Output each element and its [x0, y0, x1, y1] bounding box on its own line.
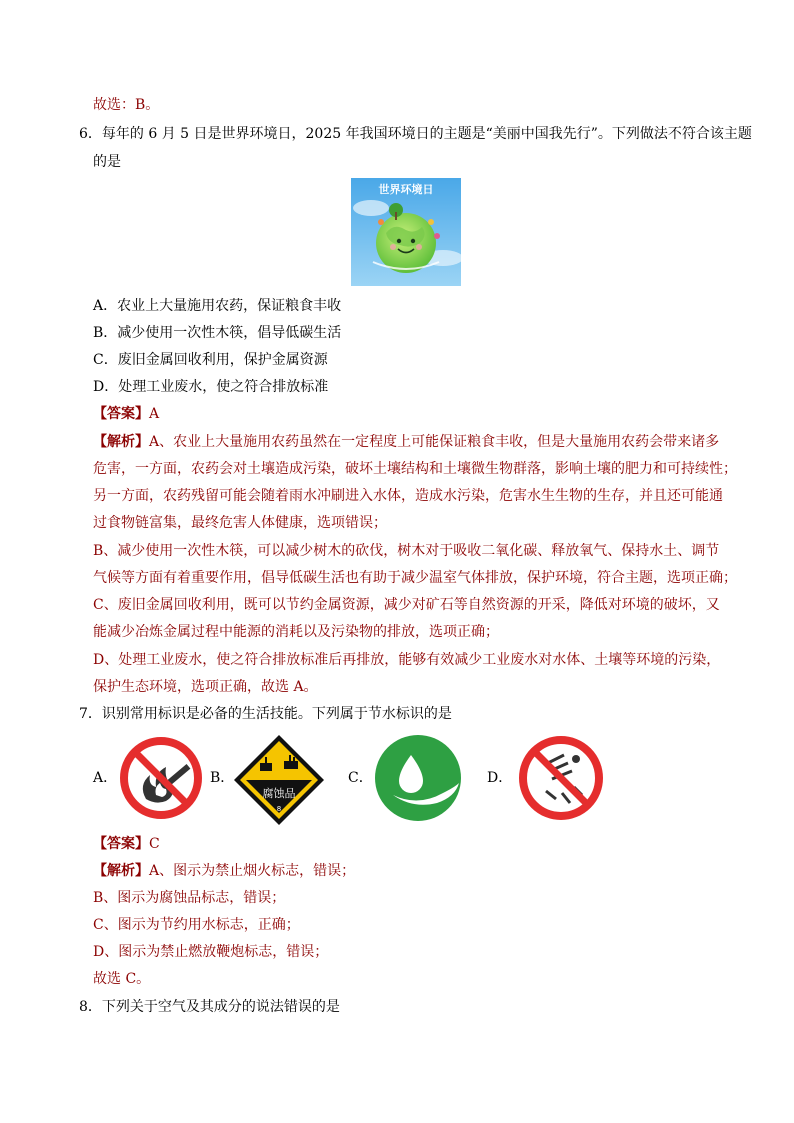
q6-stem-line-2: 的是 — [93, 154, 121, 170]
q6-option-b: B．减少使用一次性木筷，倡导低碳生活 — [93, 325, 342, 341]
world-environment-day-image — [351, 178, 461, 286]
q6-stem-line-1: 6．每年的 6 月 5 日是世界环境日，2025 年我国环境日的主题是“美丽中国我先行”。下列做法不符合该主题 — [79, 126, 752, 142]
q7-answer — [93, 834, 160, 854]
q7-option-d-label: D． — [487, 770, 513, 786]
q8-stem: 8．下列关于空气及其成分的说法错误的是 — [79, 999, 340, 1015]
q5-conclusion: 故选：B。 — [93, 97, 160, 113]
q7-analysis-line-1 — [93, 861, 355, 881]
q7-analysis-line-4: D、图示为禁止燃放鞭炮标志，错误； — [93, 944, 329, 960]
q6-answer-tag: 【答案】 — [93, 406, 149, 422]
q6-analysis-line-3: 另一方面，农药残留可能会随着雨水冲刷进入水体，造成水污染，危害水生生物的生存，并且还可能通 — [93, 488, 723, 504]
q6-analysis-line-5: B、减少使用一次性木筷，可以减少树木的砍伐，树木对于吸收二氧化碳、释放氧气、保持水土、调节 — [93, 543, 720, 559]
q7-answer-tag: 【答案】 — [93, 836, 149, 852]
q7-option-a-label: A． — [93, 770, 118, 786]
q7-analysis-line-3: C、图示为节约用水标志，正确； — [93, 917, 300, 933]
q7-option-c-label: C． — [348, 770, 373, 786]
q6-analysis-line-4: 过食物链富集，最终危害人体健康，选项错误； — [93, 515, 387, 531]
q6-analysis-tag: 【解析】 — [93, 434, 149, 450]
corrosive-label: 腐蚀品 — [262, 787, 296, 800]
q6-analysis-line-1 — [93, 432, 719, 452]
q6-option-c: C．废旧金属回收利用，保护金属资源 — [93, 352, 328, 368]
q6-answer-value: A — [149, 406, 160, 422]
water-saving-sign-icon — [373, 733, 463, 823]
q6-analysis-line-8: 能减少冶炼金属过程中能源的消耗以及污染物的排放，选项正确； — [93, 624, 499, 640]
q6-analysis-line-9: D、处理工业废水，使之符合排放标准后再排放，能够有效减少工业废水对水体、土壤等环境的污染， — [93, 652, 721, 668]
q6-answer — [93, 404, 159, 424]
q6-analysis-text-1: A、农业上大量施用农药虽然在一定程度上可能保证粮食丰收，但是大量施用农药会带来诸多 — [149, 434, 720, 450]
hero-title: 世界环境日 — [378, 183, 434, 196]
q7-analysis-text-1: A、图示为禁止烟火标志，错误； — [149, 863, 356, 879]
q6-analysis-line-7: C、废旧金属回收利用，既可以节约金属资源，减少对矿石等自然资源的开采，降低对环境的破坏，又 — [93, 597, 720, 613]
corrosive-class-number: 8 — [276, 805, 282, 813]
corrosive-hazard-sign-icon — [232, 733, 326, 827]
q6-option-a: A．农业上大量施用农药，保证粮食丰收 — [93, 298, 342, 314]
no-fire-sign-icon — [116, 733, 206, 823]
q6-option-d: D．处理工业废水，使之符合排放标准 — [93, 379, 329, 395]
q6-analysis-line-10: 保护生态环境，选项正确，故选 A。 — [93, 679, 318, 695]
q6-analysis-line-2: 危害，一方面，农药会对土壤造成污染，破坏土壤结构和土壤微生物群落，影响土壤的肥力和可持续性； — [93, 461, 737, 477]
q6-analysis-line-6: 气候等方面有着重要作用，倡导低碳生活也有助于减少温室气体排放，保护环境，符合主题，选项正确； — [93, 570, 737, 586]
no-firecrackers-sign-icon — [516, 733, 606, 823]
q7-analysis-tag: 【解析】 — [93, 863, 149, 879]
q7-stem: 7．识别常用标识是必备的生活技能。下列属于节水标识的是 — [79, 706, 452, 722]
q7-conclusion: 故选 C。 — [93, 971, 151, 987]
q7-option-b-label: B． — [210, 770, 235, 786]
q7-analysis-line-2: B、图示为腐蚀品标志，错误； — [93, 890, 286, 906]
q7-answer-value: C — [149, 836, 160, 852]
